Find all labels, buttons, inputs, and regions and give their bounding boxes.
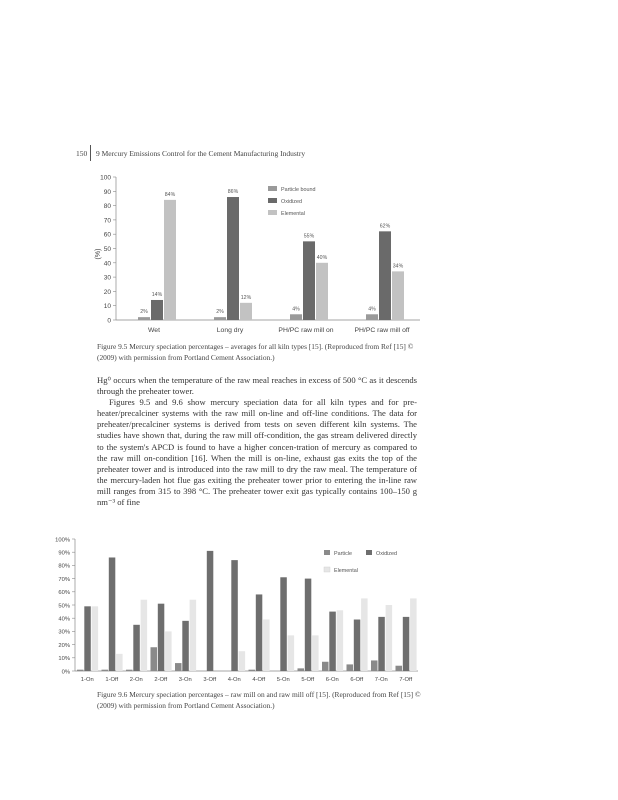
y-tick-label: 80 — [103, 203, 111, 211]
data-label: 40% — [316, 254, 328, 261]
x-tick-label: 3-Off — [203, 677, 217, 683]
bar — [298, 668, 305, 671]
bar — [182, 621, 189, 671]
x-tick-label: 4-Off — [252, 677, 266, 683]
bar — [158, 604, 165, 671]
bar — [361, 598, 368, 671]
x-tick-label: 7-Off — [399, 677, 413, 683]
running-title: 9 Mercury Emissions Control for the Cement Manufacturing Industry — [96, 149, 306, 158]
bar — [84, 606, 91, 671]
x-tick-label: 1-On — [80, 677, 94, 683]
bar — [396, 666, 403, 671]
x-tick-label: 6-On — [325, 677, 339, 683]
y-tick-label: 30% — [58, 629, 70, 636]
paragraph-2: Figures 9.5 and 9.6 show mercury speciation data for all kiln types and for pre-heater/precalciner systems with the raw mill on-line and off-line conditions. The data for preheater/precalciner systems is derived from tests on seven different kiln systems. The studies have shown that, during the raw mill off-condition, the gas stream delivered directly to the system's APCD is found to have a higher concen-tration of mercury as compared to the raw mill on-condition [16]. When the mill is on-line, exhaust gas exits the top of the preheater tower and is introduced into the raw mill to dry the raw meal. The temperature of the mercury-laden hot flue gas exiting the preheater tower prior to entering the in-line raw mill ranges from 315 to 398 °C. The preheater tower exit gas typically contains 100–150 g nm⁻³ of fine — [97, 397, 417, 508]
legend-label: Elemental — [281, 211, 305, 217]
bar — [312, 635, 319, 671]
bar — [190, 600, 197, 671]
bar — [378, 617, 385, 671]
y-tick-label: 60% — [58, 590, 70, 597]
data-label: 34% — [392, 263, 404, 270]
bar — [133, 625, 140, 671]
bar — [322, 662, 329, 671]
bar — [77, 670, 84, 671]
bar — [141, 600, 148, 671]
y-tick-label: 40% — [58, 616, 70, 623]
x-tick-label: 4-On — [227, 677, 241, 683]
page-number: 150 — [76, 149, 88, 158]
y-tick-label: 20 — [103, 288, 111, 296]
paragraph-1: Hg⁰ occurs when the temperature of the raw meal reaches in excess of 500 °C as it descends through the preheater tower. — [97, 375, 417, 397]
legend-label: Oxidized — [376, 551, 397, 557]
data-label: 86% — [227, 189, 239, 196]
bar — [337, 610, 344, 671]
data-label: 62% — [379, 223, 391, 230]
bar — [410, 598, 417, 671]
data-label: 12% — [240, 294, 252, 301]
bar — [92, 606, 99, 671]
legend-swatch — [366, 550, 372, 555]
y-tick-label: 100 — [100, 174, 111, 182]
bar — [371, 660, 378, 671]
y-tick-label: 70 — [103, 217, 111, 225]
y-axis-label: (%) — [95, 248, 102, 260]
legend-label: Particle bound — [281, 187, 316, 193]
y-tick-label: 90 — [103, 188, 111, 196]
x-tick-label: PH/PC raw mill off — [354, 327, 410, 334]
legend-swatch — [324, 550, 330, 555]
y-tick-label: 50% — [58, 603, 70, 610]
data-label: 84% — [164, 191, 176, 198]
bar — [403, 617, 410, 671]
data-label: 55% — [303, 233, 315, 240]
legend-label: Elemental — [334, 568, 358, 574]
bar — [165, 631, 172, 671]
bar — [126, 670, 133, 671]
bar — [231, 560, 238, 671]
x-tick-label: 5-Off — [301, 677, 315, 683]
bar — [239, 651, 246, 671]
x-tick-label: 1-Off — [105, 677, 119, 683]
y-tick-label: 0% — [61, 669, 70, 676]
x-tick-label: 6-Off — [350, 677, 364, 683]
x-tick-label: Long dry — [216, 327, 244, 334]
bar — [249, 670, 256, 671]
y-tick-label: 20% — [58, 642, 70, 649]
bar — [207, 551, 214, 671]
y-tick-label: 10 — [103, 303, 111, 311]
y-tick-label: 50 — [103, 246, 111, 253]
figure-9-5-caption: Figure 9.5 Mercury speciation percentages – averages for all kiln types [15]. (Reproduced from Ref [15] © (2009) with permission from Portland Cement Association.) — [97, 342, 414, 362]
data-label: 14% — [151, 291, 163, 298]
y-tick-label: 30 — [103, 274, 111, 282]
y-tick-label: 90% — [58, 550, 70, 557]
legend-label: Oxidized — [281, 199, 302, 205]
figure-9-6-caption: Figure 9.6 Mercury speciation percentages – raw mill on and raw mill off [15]. (Reproduced from Ref [15] © (2009) with permission from Portland Cement Association.) — [97, 690, 421, 710]
x-tick-label: 3-On — [178, 677, 192, 683]
y-tick-label: 60 — [103, 231, 111, 239]
y-tick-label: 0 — [107, 317, 111, 325]
y-tick-label: 10% — [58, 656, 70, 663]
bar — [347, 664, 354, 671]
x-tick-label: 2-On — [129, 677, 143, 683]
bar — [280, 577, 287, 671]
legend-swatch — [324, 567, 330, 572]
bar — [288, 635, 295, 671]
y-tick-label: 40 — [103, 260, 111, 268]
bar — [354, 620, 361, 671]
legend-label: Particle — [334, 551, 352, 557]
bar — [263, 620, 270, 671]
data-label: 2% — [216, 309, 224, 316]
bar — [102, 670, 109, 671]
bar — [305, 579, 312, 671]
data-label: 4% — [292, 306, 300, 313]
bar — [151, 647, 158, 671]
data-label: 4% — [368, 306, 376, 313]
x-tick-label: 5-On — [276, 677, 290, 683]
x-tick-label: 7-On — [374, 677, 388, 683]
bar — [386, 605, 393, 671]
bar — [175, 663, 182, 671]
y-tick-label: 70% — [58, 576, 70, 583]
y-tick-label: 100% — [55, 537, 70, 544]
bar — [109, 557, 116, 671]
x-tick-label: Wet — [148, 327, 160, 334]
data-label: 2% — [140, 309, 148, 316]
bar — [329, 612, 336, 671]
x-tick-label: 2-Off — [154, 677, 168, 683]
x-tick-label: PH/PC raw mill on — [278, 327, 334, 334]
bar — [116, 654, 123, 671]
bar — [256, 594, 262, 671]
y-tick-label: 80% — [58, 563, 70, 570]
